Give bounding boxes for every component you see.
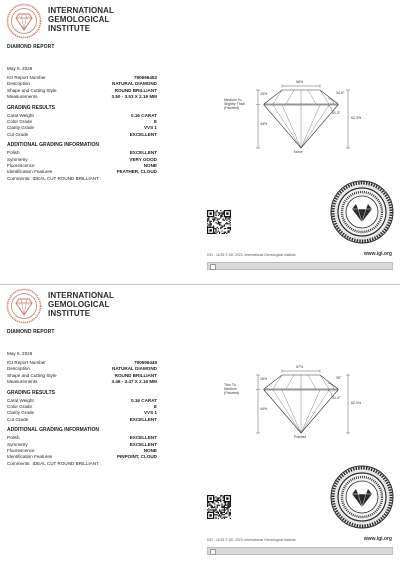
report-title: DIAMOND REPORT — [7, 329, 55, 335]
field-value: EXCELLENT — [129, 435, 157, 441]
qr-code-icon — [207, 210, 231, 234]
field-value: E — [153, 403, 157, 409]
field-label: Description — [7, 366, 30, 372]
girdle-label — [224, 383, 239, 396]
org-name-line-2: GEMOLOGICAL — [48, 300, 110, 309]
table-percent: 58% — [296, 80, 304, 84]
culet-label: Pointed — [294, 435, 307, 439]
org-name-line-3: INSTITUTE — [48, 309, 91, 318]
igi-website-link[interactable]: www.igi.org — [363, 536, 392, 542]
security-legal-strip — [207, 262, 393, 270]
lock-icon — [210, 264, 216, 270]
field-value: 3.46 - 3.47 X 2.16 MM — [111, 379, 157, 385]
girdle-label-line-1: Thin To — [224, 383, 236, 387]
field-value: FEATHER, CLOUD — [116, 169, 157, 175]
field-label: Polish — [7, 150, 20, 156]
igi-logo-icon — [6, 288, 42, 324]
report-details — [7, 351, 157, 467]
field-value: VVS 1 — [143, 125, 157, 131]
field-value: PINPOINT, CLOUD — [116, 454, 157, 460]
report-date: May 6, 2026 — [7, 66, 33, 71]
pavilion-angle: 41.3° — [332, 396, 341, 400]
grading-row — [7, 417, 157, 423]
pavilion-depth: 44% — [260, 122, 268, 126]
field-label: Cut Grade — [7, 416, 29, 422]
org-name — [48, 291, 114, 318]
qr-code-icon — [207, 495, 231, 519]
field-label: Color Grade — [7, 118, 33, 124]
additional-info-heading: ADDITIONAL GRADING INFORMATION — [7, 427, 100, 434]
field-value: NONE — [143, 162, 157, 168]
field-label: Symmetry — [7, 441, 28, 447]
proportion-diagram — [224, 363, 384, 445]
additional-fields — [7, 435, 157, 461]
field-value: 3.50 - 3.53 X 2.19 MM — [111, 94, 157, 100]
field-label: Description — [7, 81, 30, 87]
footer-copyright: DIO - 11/25 © IGI, 2023, International Gemological Institute — [207, 538, 296, 542]
field-label: Cut Grade — [7, 131, 29, 137]
field-label: Measurements — [7, 379, 38, 385]
crown-angle: 34.6° — [336, 91, 345, 95]
field-label: Polish — [7, 435, 20, 441]
grading-fields — [7, 113, 157, 139]
lock-icon — [210, 549, 216, 555]
grading-row — [7, 132, 157, 138]
comments-row — [7, 461, 157, 467]
field-value: 0.16 CARAT — [131, 397, 157, 403]
grading-fields — [7, 398, 157, 424]
org-name-line-1: INTERNATIONAL — [48, 291, 115, 300]
comments-label: Comments: — [7, 460, 31, 466]
field-label: Identification Features — [7, 169, 53, 175]
field-label: Measurements — [7, 94, 38, 100]
fields-row — [7, 94, 157, 100]
field-label: Symmetry — [7, 156, 28, 162]
field-label: Fluorescence — [7, 162, 35, 168]
field-value: E — [153, 118, 157, 124]
report-details — [7, 66, 157, 182]
comments-label: Comments: — [7, 175, 31, 181]
igi-website-link[interactable]: www.igi.org — [363, 251, 392, 257]
field-label: Shape and Cutting Style — [7, 87, 57, 93]
field-label: Carat Weight — [7, 397, 34, 403]
field-label: IGI Report Number — [7, 360, 46, 365]
field-value: NONE — [143, 447, 157, 453]
girdle-label-line-3: (Faceted) — [224, 391, 240, 396]
comments-value: IDEAL CUT ROUND BRILLIANT — [32, 175, 99, 181]
field-value: ROUND BRILLIANT — [114, 372, 157, 378]
diamond-report-2 — [0, 285, 400, 569]
pavilion-angle: 41.3° — [332, 111, 341, 115]
org-name-line-1: INTERNATIONAL — [48, 6, 115, 15]
page-divider — [0, 284, 400, 285]
field-value: ROUND BRILLIANT — [114, 87, 157, 93]
grading-results-heading: GRADING RESULTS — [7, 104, 55, 111]
diamond-report-1 — [0, 0, 400, 284]
pavilion-depth: 44% — [260, 407, 268, 411]
comments-value: IDEAL CUT ROUND BRILLIANT — [32, 460, 99, 466]
crown-angle: 35° — [336, 376, 342, 380]
igi-logo-icon — [6, 3, 42, 39]
field-label: Color Grade — [7, 403, 33, 409]
security-legal-strip — [207, 547, 393, 555]
girdle-label-line-2: Slightly Thick — [224, 102, 246, 107]
field-value: EXCELLENT — [129, 131, 157, 137]
culet-label: None — [294, 150, 303, 154]
igi-seal-icon — [330, 180, 394, 244]
field-label: Identification Features — [7, 454, 53, 460]
total-depth: 62.5% — [351, 401, 362, 405]
field-value: EXCELLENT — [129, 416, 157, 422]
crown-height: 15% — [260, 377, 268, 381]
basic-fields — [7, 360, 157, 386]
field-label: Clarity Grade — [7, 125, 35, 131]
girdle-label — [224, 98, 245, 111]
footer-copyright: DIO - 11/25 © IGI, 2023, International Gemological Institute — [207, 253, 296, 257]
field-label: Fluorescence — [7, 447, 35, 453]
field-label: Shape and Cutting Style — [7, 372, 57, 378]
additional-info-heading: ADDITIONAL GRADING INFORMATION — [7, 142, 100, 149]
proportion-diagram — [224, 78, 384, 160]
org-name — [48, 6, 114, 33]
igi-seal-icon — [330, 465, 394, 529]
field-value: EXCELLENT — [129, 441, 157, 447]
field-label: Carat Weight — [7, 112, 34, 118]
org-name-line-3: INSTITUTE — [48, 24, 91, 33]
table-percent: 57% — [296, 365, 304, 369]
field-label: Clarity Grade — [7, 410, 35, 416]
grading-results-heading: GRADING RESULTS — [7, 389, 55, 396]
girdle-label-line-2: Medium — [224, 387, 237, 392]
girdle-label-line-3: (Faceted) — [224, 106, 240, 111]
field-value: VERY GOOD — [129, 156, 157, 162]
girdle-label-line-1: Medium To — [224, 98, 242, 102]
additional-fields — [7, 150, 157, 176]
field-value: 0.16 CARAT — [131, 112, 157, 118]
comments-row — [7, 176, 157, 182]
field-value: VVS 1 — [143, 410, 157, 416]
field-label: IGI Report Number — [7, 75, 46, 80]
total-depth: 62.3% — [351, 116, 362, 120]
field-value: EXCELLENT — [129, 150, 157, 156]
org-name-line-2: GEMOLOGICAL — [48, 15, 110, 24]
report-title: DIAMOND REPORT — [7, 44, 55, 50]
field-value: 790696449 — [134, 360, 157, 365]
field-value: NATURAL DIAMOND — [112, 81, 157, 87]
basic-fields — [7, 75, 157, 101]
field-value: NATURAL DIAMOND — [112, 366, 157, 372]
field-value: 790696452 — [134, 75, 157, 80]
crown-height: 15% — [260, 92, 268, 96]
fields-row — [7, 379, 157, 385]
report-date: May 6, 2026 — [7, 351, 33, 356]
